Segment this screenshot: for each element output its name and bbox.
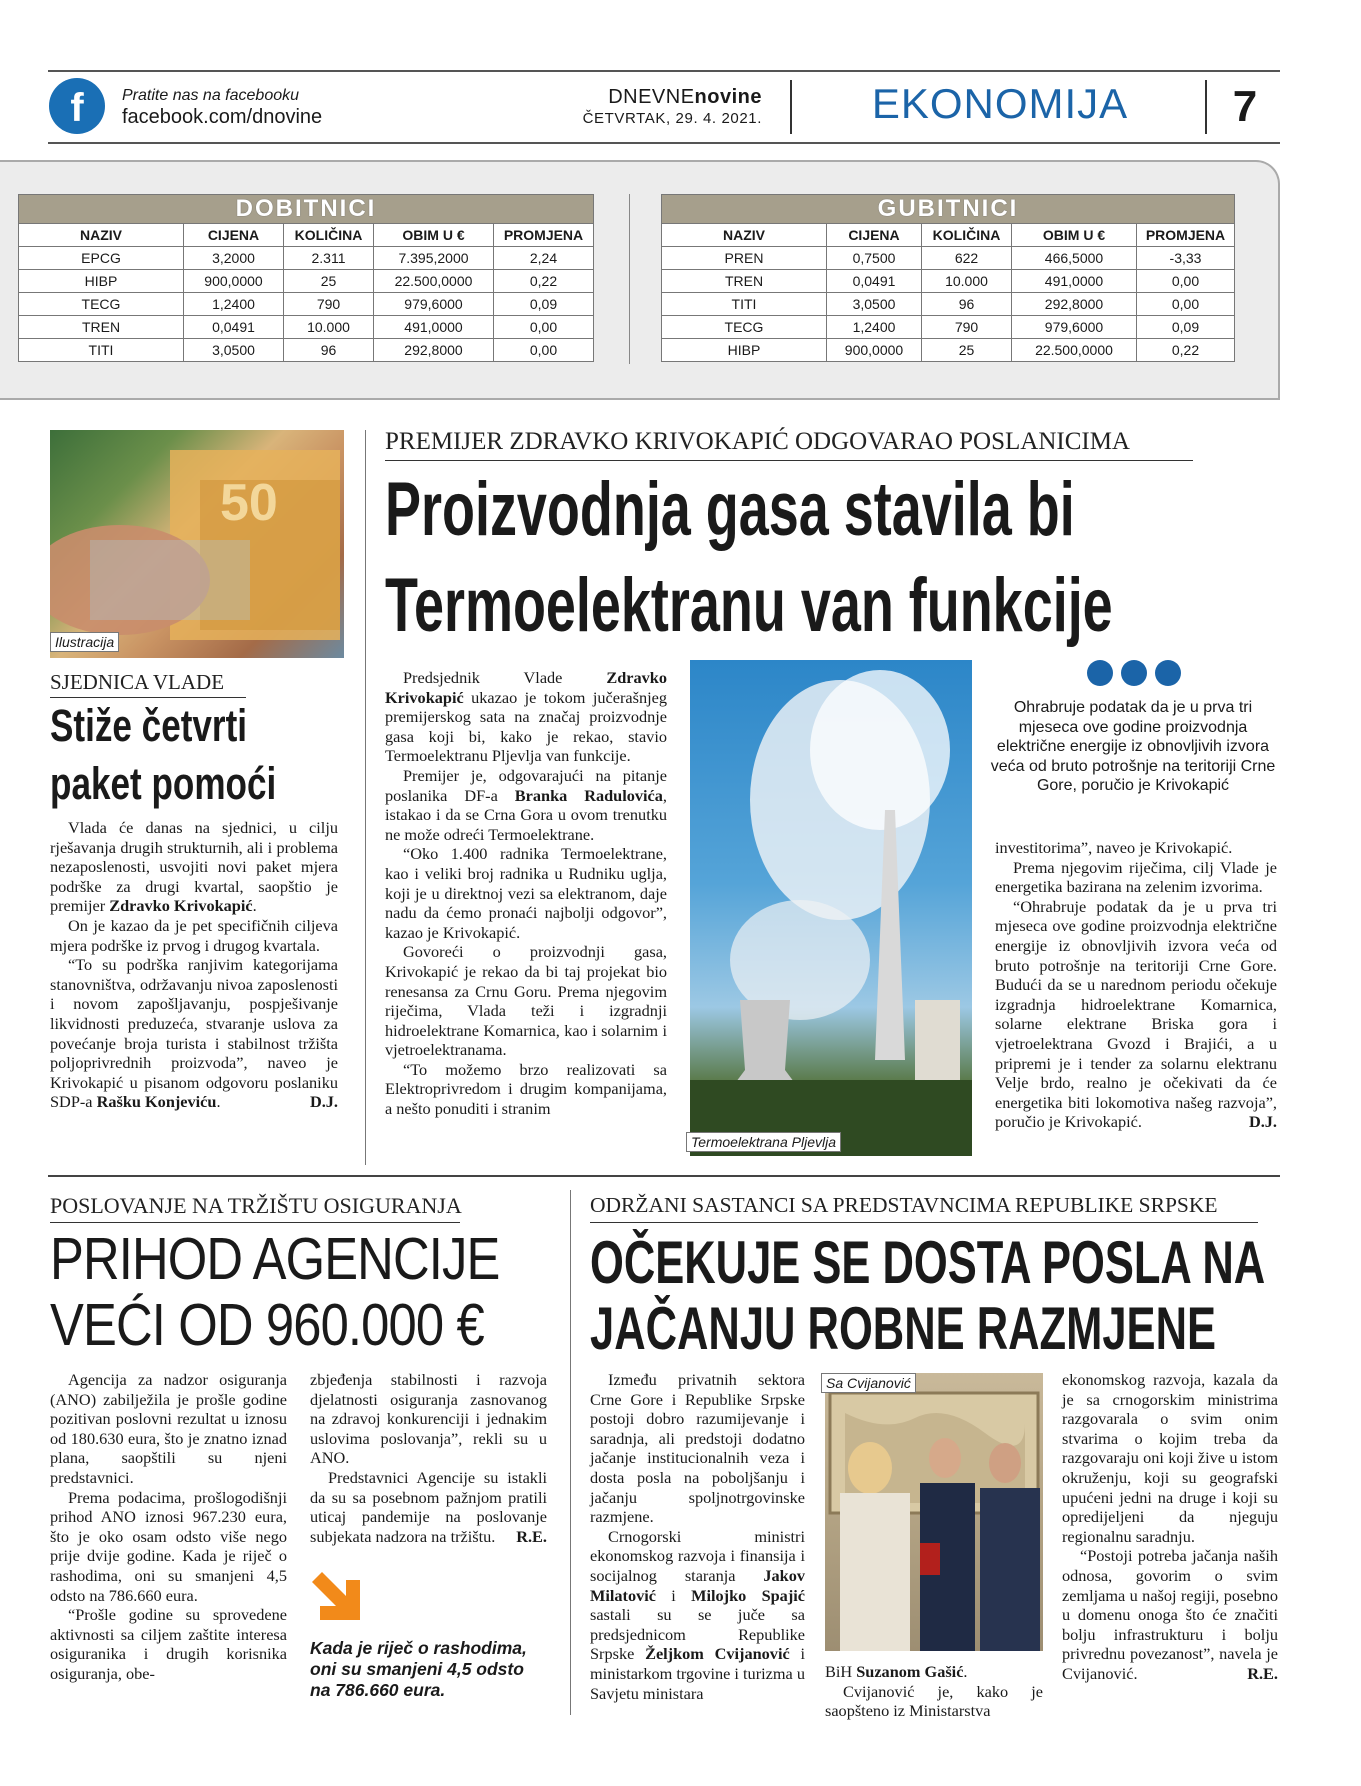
money-photo — [50, 430, 344, 658]
pull-quote: Kada je riječ o rashodima, oni su smanjeni 4,5 odsto na 786.660 eura. — [310, 1638, 527, 1700]
paragraph: Vlada će danas na sjednici, u cilju rješavanja drugih strukturnih, ali i problema nezaposlenosti, usvojiti novi paket mjera podrške za drugi kvartal, saopštio je premijer Zdravko Krivokapić. — [50, 818, 338, 916]
table-cell: 790 — [284, 293, 374, 316]
paragraph: investitorima”, naveo je Krivokapić. — [995, 838, 1233, 857]
paragraph: Između privatnih sektora Crne Gore i Republike Srpske postoji dobro razumijevanje i saradnja, ali predstoji dodatno jačanje institucionalnih veza i dosta posla na poboljšanju i jačanju spoljnotrgovinske razmjene. — [590, 1370, 805, 1527]
page-number: 7 — [1232, 82, 1258, 131]
paragraph: On je kazao da je pet specifičnih ciljeva mjera podrške iz prvog i drugog kvartala. — [50, 915, 338, 955]
article-body — [1062, 1370, 1278, 1684]
headline: PRIHOD AGENCIJE — [50, 1226, 500, 1292]
table-cell: 0,00 — [1137, 293, 1235, 316]
table-row — [19, 316, 594, 339]
kicker: SJEDNICA VLADE — [50, 670, 225, 694]
table-row — [19, 339, 594, 362]
masthead-bold: novine — [694, 86, 762, 108]
paragraph: Prema njegovim riječima, cilj Vlade je energetika bazirana na zelenim izvorima. — [995, 857, 1277, 897]
photo-caption: Termoelektrana Pljevlja — [686, 1132, 841, 1152]
svg-text:50: 50 — [220, 474, 278, 532]
table-cell: 466,5000 — [1012, 247, 1137, 270]
arrow-down-right-icon — [310, 1570, 362, 1622]
paragraph: Govoreći o proizvodnji gasa, Krivokapić je rekao da bi taj projekat bio renesansa za Crnu Goru. Prema njegovim riječima, Vlada teži i izgradnji hidroelektrane Komarnica, kao i solarnim i vjetroelektranama. — [385, 942, 667, 1060]
table-cell: 10.000 — [922, 270, 1012, 293]
paragraph: Prema podacima, prošlogodišnji prihod ANO iznosi 967.230 eura, što je oko osam odsto više nego prije dvije godine. Kada je riječ o rashodima, oni su smanjeni 4,5 odsto na 786.660 eura. — [50, 1487, 287, 1605]
headline: paket pomoći — [50, 758, 277, 809]
signature: D.J. — [309, 1092, 338, 1112]
facebook-label: Pratite nas na facebooku — [122, 87, 300, 104]
table-cell: 292,8000 — [374, 339, 494, 362]
pull-quote: Ohrabruje podatak da je u prva tri mjeseca ove godine proizvodnja električne energije iz obnovljivih izvora veća od bruto potrošnje na teritoriji Crne Gore, poručio je Krivokapić — [990, 699, 1276, 795]
table-cell: 0,09 — [1137, 316, 1235, 339]
col-header: KOLIČINA — [922, 224, 1012, 247]
table-cell: TREN — [662, 270, 827, 293]
table-cell: 2.311 — [284, 247, 374, 270]
col-header: KOLIČINA — [284, 224, 374, 247]
table-row — [662, 270, 1235, 293]
headline: VEĆI OD 960.000 € — [50, 1292, 484, 1358]
col-header: PROMJENA — [1137, 224, 1235, 247]
table-cell: 7.395,2000 — [374, 247, 494, 270]
paragraph: “Oko 1.400 radnika Termoelektrane, kao i veliki broj radnika u Rudniku uglja, koji je u direktnoj vezi sa elektranom, daje nadu da ćemo pronaći najbolji odgovor”, kazao je Krivokapić. — [385, 844, 667, 942]
paragraph: BiH Suzanom Gašić. — [825, 1662, 968, 1681]
table-cell: 1,2400 — [827, 316, 922, 339]
kicker-underline — [50, 697, 246, 698]
article-body — [385, 668, 667, 1119]
section-title: EKONOMIJA — [871, 80, 1129, 127]
headline: Proizvodnja gasa stavila bi — [385, 467, 1075, 552]
table-cell: 0,00 — [494, 316, 594, 339]
kicker: ODRŽANI SASTANCI SA PREDSTAVNCIMA REPUBLIKE SRPSKE — [590, 1193, 1218, 1217]
header-top-rule — [48, 70, 1280, 72]
table-cell: HIBP — [662, 339, 827, 362]
col-header: NAZIV — [662, 224, 827, 247]
table-cell: TECG — [662, 316, 827, 339]
table-cell: 25 — [922, 339, 1012, 362]
table-cell: TREN — [19, 316, 184, 339]
paragraph: Predsjednik Vlade Zdravko Krivokapić ukazao je tokom jučerašnjeg premijerskog sata na značaj proizvodnje gasa koji bi, kako je rekao, stavio Termoelektranu Pljevlja van funkcije. — [385, 668, 667, 766]
table-cell: HIBP — [19, 270, 184, 293]
masthead — [600, 86, 762, 109]
article-body — [590, 1370, 805, 1703]
col-header: CIJENA — [184, 224, 284, 247]
table-cell: 0,09 — [494, 293, 594, 316]
table-cell: 0,0491 — [184, 316, 284, 339]
table-cell: 0,00 — [494, 339, 594, 362]
table-row — [662, 247, 1235, 270]
column-rule — [365, 430, 366, 1165]
decorative-dots — [1083, 660, 1185, 691]
paragraph: Crnogorski ministri ekonomskog razvoja i finansija i socijalnog staranja Jakov Milatović i Milojko Spajić sastali su se juče sa predsjednicom Republike Srpske Željkom Cvijanović i ministarkom trgovine i turizma u Savjetu ministara — [590, 1526, 805, 1703]
paragraph: Premijer je, odgovarajući na pitanje poslanika DF-a Branka Radulovića, istakao i da se Crna Gora u ovom trenutku ne može odreći Termoelektrane. — [385, 765, 667, 844]
table-row — [662, 316, 1235, 339]
col-header: OBIM U € — [374, 224, 494, 247]
meeting-image — [825, 1373, 1043, 1651]
col-header: NAZIV — [19, 224, 184, 247]
photo-caption: Sa Cvijanović — [821, 1373, 916, 1393]
table-cell: 622 — [922, 247, 1012, 270]
power-plant-image — [690, 660, 972, 1156]
winners-table — [18, 194, 594, 362]
table-cell: 900,0000 — [827, 339, 922, 362]
table-cell: 491,0000 — [374, 316, 494, 339]
meeting-photo — [825, 1373, 1043, 1651]
section-rule — [48, 1175, 1280, 1177]
header-divider — [790, 80, 792, 134]
paragraph: zbjeđenja stabilnosti i razvoja djelatnosti osiguranja zasnovanog na zdravoj konkurenciji i jednakim uslovima poslovanja”, rekli su u ANO. — [310, 1370, 547, 1468]
paragraph: “To možemo brzo realizovati sa Elektroprivredom i drugim kompanijama, a nešto ponuditi i stranim — [385, 1059, 667, 1119]
table-row — [19, 247, 594, 270]
paragraph: “Postoji potreba jačanja naših odnosa, govorim o svim zemljama u našoj regiji, posebno u domenu onoga što će značiti bolju infrastrukturu i bolju privrednu povezanost”, navela je Cvijanović. R.E. — [1062, 1546, 1278, 1683]
table-cell: 3,0500 — [827, 293, 922, 316]
col-header: PROMJENA — [494, 224, 594, 247]
paragraph: Cvijanović je, kako je saopšteno iz Ministarstva — [825, 1681, 1043, 1721]
masthead-light: DNEVNE — [608, 86, 695, 108]
table-cell: 979,6000 — [1012, 316, 1137, 339]
table-cell: 790 — [922, 316, 1012, 339]
table-cell: 0,22 — [1137, 339, 1235, 362]
paragraph: Agencija za nadzor osiguranja (ANO) zabilježila je prošle godine pozitivan poslovni rezultat u iznosu od 180.630 eura, što je znatno iznad plana, saopštili su njeni predstavnici. — [50, 1370, 287, 1487]
table-cell: EPCG — [19, 247, 184, 270]
paragraph: Predstavnici Agencije su istakli da su sa posebnom pažnjom pratili uticaj pandemije na poslovanje subjekata nadzora na tržištu. R.E. — [310, 1467, 547, 1546]
table-cell: 0,00 — [1137, 270, 1235, 293]
kicker-underline — [385, 460, 1193, 461]
headline: JAČANJU ROBNE RAZMJENE — [590, 1295, 1216, 1362]
table-cell: 292,8000 — [1012, 293, 1137, 316]
table-cell: 3,0500 — [184, 339, 284, 362]
table-row — [662, 339, 1235, 362]
col-header: CIJENA — [827, 224, 922, 247]
column-rule — [570, 1190, 571, 1715]
article-body — [995, 838, 1277, 1132]
table-cell: TITI — [19, 339, 184, 362]
table-cell: PREN — [662, 247, 827, 270]
table-cell: 0,0491 — [827, 270, 922, 293]
table-cell: 2,24 — [494, 247, 594, 270]
table-cell: 0,7500 — [827, 247, 922, 270]
kicker-underline — [50, 1222, 460, 1223]
table-cell: 1,2400 — [184, 293, 284, 316]
headline: OČEKUJE SE DOSTA POSLA NA — [590, 1229, 1266, 1296]
power-plant-photo — [690, 660, 972, 1156]
paragraph: “Prošle godine su sprovedene aktivnosti sa ciljem zaštite interesa osiguranika i drugih korisnika osiguranja, obe- — [50, 1605, 287, 1683]
losers-title: GUBITNICI — [662, 195, 1235, 224]
losers-table — [661, 194, 1235, 362]
article-body — [50, 1370, 287, 1684]
table-cell: 96 — [922, 293, 1012, 316]
col-header: OBIM U € — [1012, 224, 1137, 247]
facebook-link[interactable]: facebook.com/dnovine — [122, 106, 323, 128]
signature: R.E. — [1247, 1663, 1278, 1683]
article-body — [310, 1370, 547, 1546]
kicker-underline — [590, 1222, 1258, 1223]
article-body — [50, 818, 338, 1112]
table-row — [662, 293, 1235, 316]
header-bottom-rule — [48, 142, 1280, 144]
signature: D.J. — [1248, 1112, 1277, 1132]
article-body — [825, 1662, 1043, 1721]
facebook-icon[interactable]: f — [49, 78, 105, 134]
euro-banknotes-image — [50, 430, 344, 658]
header-divider-2 — [1205, 80, 1207, 134]
paragraph: “To su podrška ranjivim kategorijama stanovništva, održavanju nivoa zaposlenosti i novom zapošljavanju, pospješivanje likvidnosti preduzeća, stvaranje uslova za povećanje broja turista i stabilnost tržišta poljoprivrednih proizvoda”, naveo je Krivokapić u pisanom odgovoru poslaniku SDP-a Rašku Konjeviću. D.J. — [50, 955, 338, 1112]
winners-title: DOBITNICI — [19, 195, 594, 224]
table-cell: TITI — [662, 293, 827, 316]
issue-date: ČETVRTAK, 29. 4. 2021. — [582, 110, 762, 127]
table-cell: TECG — [19, 293, 184, 316]
table-cell: 0,22 — [494, 270, 594, 293]
kicker: PREMIJER ZDRAVKO KRIVOKAPIĆ ODGOVARAO POSLANICIMA — [385, 428, 1130, 455]
table-cell: 22.500,0000 — [374, 270, 494, 293]
table-row — [19, 293, 594, 316]
table-cell: 96 — [284, 339, 374, 362]
table-cell: 491,0000 — [1012, 270, 1137, 293]
panel-divider — [629, 194, 630, 364]
paragraph: ekonomskog razvoja, kazala da je sa crnogorskim ministrima razgovarala o svim onim stvarima o kojim treba da razgovaraju oni koji žive u istom okruženju, koji su geografski upućeni jedni na druge i koji su opredijeljeni da njeguju regionalnu saradnju. — [1062, 1370, 1278, 1546]
table-cell: -3,33 — [1137, 247, 1235, 270]
table-cell: 10.000 — [284, 316, 374, 339]
table-row — [19, 270, 594, 293]
headline: Termoelektranu van funkcije — [385, 563, 1113, 648]
paragraph: “Ohrabruje podatak da je u prva tri mjeseca ove godine proizvodnja električne energije iz obnovljivih izvora veća od bruto potrošnje na teritoriji Crne Gore. Budući da se u narednom periodu očekuje izgradnja hidroelektrane Komarnica, solarne elektrane Briska gora i vjetroelektrana Gvozd i Brajići, a u pripremi je i tender za solarnu elektranu Velje brdo, realno je očekivati da će energetika biti lokomotiva našeg razvoja”, poručio je Krivokapić. D.J. — [995, 896, 1277, 1132]
table-cell: 900,0000 — [184, 270, 284, 293]
signature: R.E. — [516, 1526, 547, 1546]
headline: Stiže četvrti — [50, 700, 248, 751]
table-cell: 979,6000 — [374, 293, 494, 316]
table-cell: 25 — [284, 270, 374, 293]
photo-caption: Ilustracija — [50, 632, 119, 652]
kicker: POSLOVANJE NA TRŽIŠTU OSIGURANJA — [50, 1193, 462, 1218]
table-cell: 3,2000 — [184, 247, 284, 270]
table-cell: 22.500,0000 — [1012, 339, 1137, 362]
